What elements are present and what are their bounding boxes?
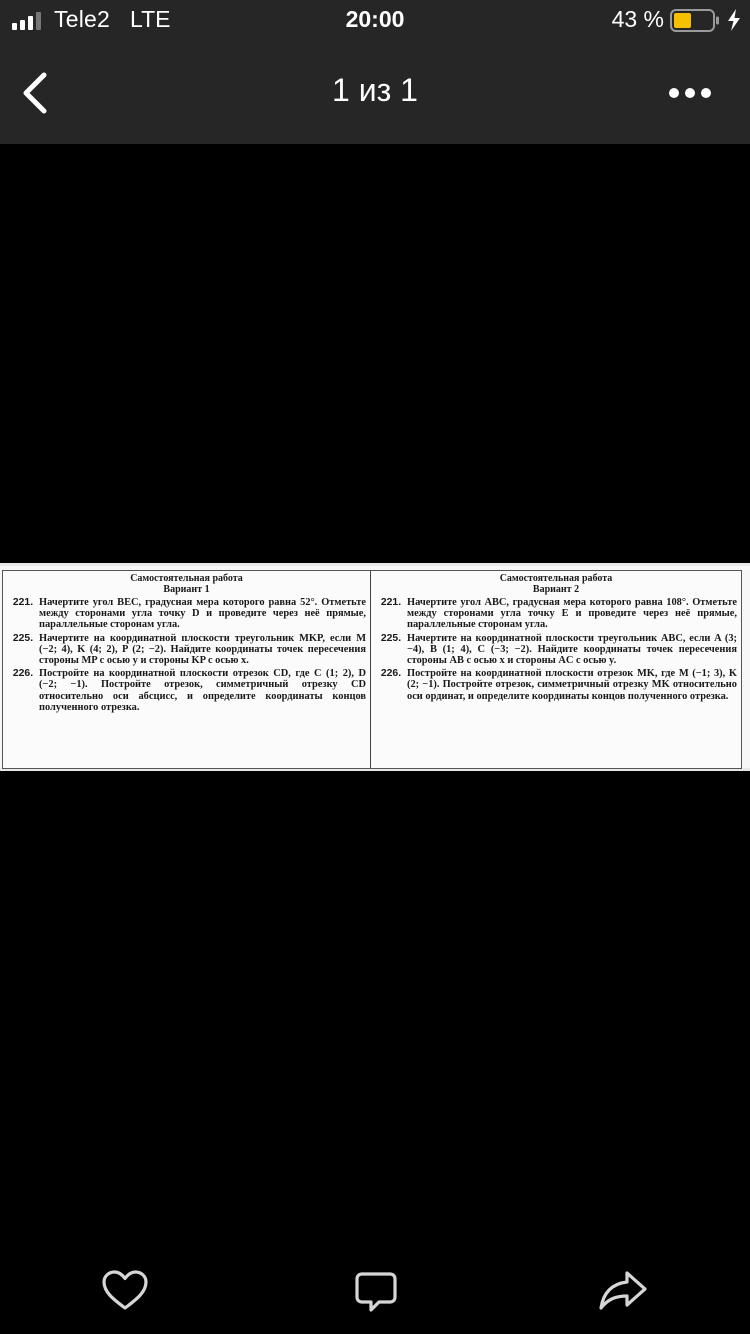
problem-item	[375, 633, 737, 667]
variant-1-heading-line2: Вариант 1	[163, 584, 210, 595]
battery-percent: 43 %	[611, 6, 664, 32]
problem-text: Начертите на координатной плоскости треугольник MKP, если M (−2; 4), K (4; 2), P (2; −2). Найдите координаты точек пересечения стороны MP с осью y и стороны KP с осью x.	[39, 632, 366, 667]
variant-1-heading-line1: Самостоятельная работа	[130, 573, 243, 584]
problem-number: 225.	[12, 632, 34, 644]
comment-icon[interactable]	[350, 1268, 402, 1314]
navigation-bar	[0, 40, 750, 144]
variant-2-heading-line2: Вариант 2	[532, 584, 580, 595]
problem-text: Начертите угол ABC, градусная мера которого равна 108°. Отметьте между сторонами угла точку E и проведите через неё прямые, параллельные сторонам угла.	[407, 597, 737, 631]
variant-2-heading-line1: Самостоятельная работа	[499, 573, 613, 584]
problem-item	[7, 597, 366, 631]
problem-text: Начертите угол BEC, градусная мера которого равна 52°. Отметьте между сторонами угла точку D и проведите через неё прямые, параллельные сторонам угла.	[39, 597, 366, 631]
share-icon[interactable]	[597, 1268, 649, 1314]
photo-viewer-image[interactable]	[0, 563, 750, 771]
problem-number: 226.	[12, 668, 34, 680]
status-bar	[0, 0, 750, 40]
problem-number: 226.	[380, 668, 402, 680]
ellipsis-icon[interactable]	[664, 82, 716, 104]
problem-item	[7, 633, 366, 667]
page-counter-title: 1 из 1	[332, 72, 418, 108]
problem-item	[7, 668, 366, 713]
worksheet-table	[2, 570, 742, 769]
problem-number: 221.	[380, 597, 402, 608]
battery-icon	[670, 9, 720, 32]
problem-text: Постройте на координатной плоскости отрезок MK, где M (−1; 3), K (2; −1). Постройте отрезок, симметричный отрезку MK относительно оси ординат, и определите координаты концов полученного отрезка.	[407, 668, 737, 702]
problem-text: Постройте на координатной плоскости отрезок CD, где C (1; 2), D (−2; −1). Постройте отрезок, симметричный отрезку CD относительно оси абсцисс, и определите координаты концов полученного отрезка.	[39, 668, 366, 713]
network-type: LTE	[130, 6, 171, 32]
variant-1-column	[3, 571, 371, 768]
problem-number: 225.	[380, 632, 402, 644]
heart-icon[interactable]	[99, 1268, 151, 1314]
clock: 20:00	[345, 6, 405, 32]
problem-number: 221.	[12, 597, 34, 608]
problem-item	[375, 668, 737, 702]
problem-item	[375, 597, 737, 631]
carrier-name: Tele2	[54, 6, 110, 32]
variant-2-column	[371, 571, 741, 768]
charging-bolt-icon	[727, 9, 741, 31]
problem-text: Начертите на координатной плоскости треугольник ABC, если A (3; −4), B (1; 4), C (−3; −2). Найдите координаты точек пересечения стороны AB с осью x и стороны AC с осью y.	[407, 632, 737, 667]
